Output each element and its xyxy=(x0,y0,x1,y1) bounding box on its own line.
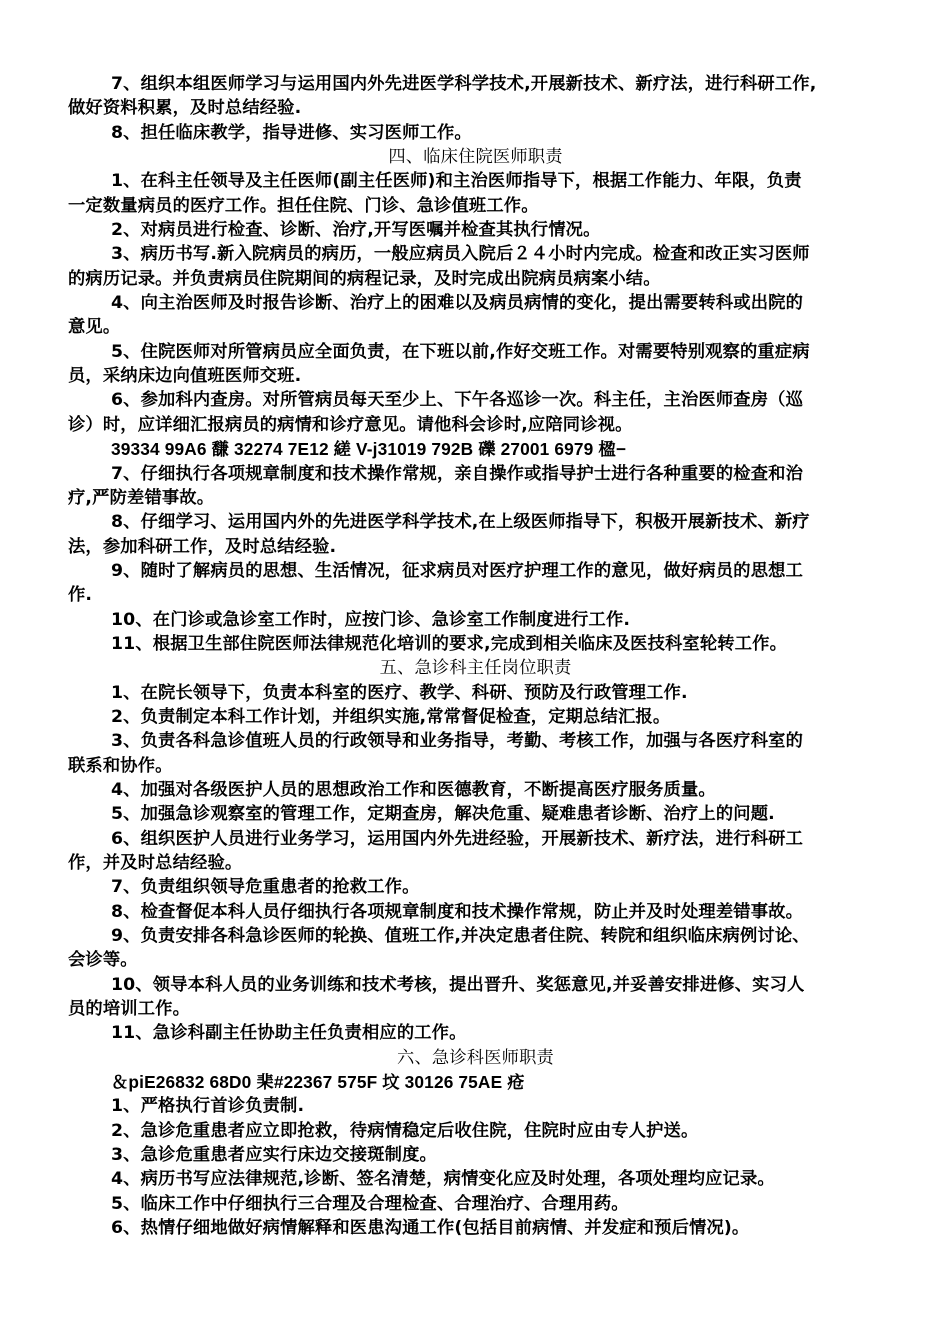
paragraph-line: 3、急诊危重患者应实行床边交接斑制度。 xyxy=(111,1145,437,1166)
paragraph-line: 6、热情仔细地做好病情解释和医患沟通工作(包括目前病情、并发症和预后情况)。 xyxy=(111,1218,750,1239)
paragraph-line: 2、急诊危重患者应立即抢救，待病情稳定后收住院，住院时应由专人护送。 xyxy=(111,1120,699,1141)
paragraph-line: 联系和协作。 xyxy=(68,755,173,776)
paragraph-line: 5、住院医师对所管病员应全面负责，在下班以前,作好交班工作。对需要特别观察的重症病 xyxy=(111,341,810,362)
paragraph-line: 4、加强对各级医护人员的思想政治工作和医德教育，不断提高医疗服务质量。 xyxy=(111,779,716,800)
paragraph-line: 2、负责制定本科工作计划，并组织实施,常常督促检查，定期总结汇报。 xyxy=(111,706,671,727)
paragraph-line: 7、仔细执行各项规章制度和技术操作常规，亲自操作或指导护士进行各种重要的检查和治 xyxy=(111,463,803,484)
paragraph-line: 9、负责安排各科急诊医师的轮换、值班工作,并决定患者住院、转院和组织临床病例讨论、 xyxy=(111,926,810,947)
paragraph-line: 员的培训工作。 xyxy=(68,999,191,1020)
garbled-line: ＆piE26832 68D0 棐#22367 575F 坟 30126 75AE 疮 xyxy=(111,1072,525,1093)
paragraph-line: 4、向主治医师及时报告诊断、治疗上的困难以及病员病情的变化，提出需要转科或出院的 xyxy=(111,293,803,314)
paragraph-line: 9、随时了解病员的思想、生活情况，征求病员对医疗护理工作的意见，做好病员的思想工 xyxy=(111,560,803,581)
paragraph-line: 员，采纳床边向值班医师交班. xyxy=(68,366,302,387)
paragraph-line: 1、在院长领导下，负责本科室的医疗、教学、科研、预防及行政管理工作. xyxy=(111,682,688,703)
paragraph-line: 7、负责组织领导危重患者的抢救工作。 xyxy=(111,877,420,898)
paragraph-line: 7、组织本组医师学习与运用国内外先进医学科学技术,开展新技术、新疗法，进行科研工作, xyxy=(111,74,817,94)
document-page xyxy=(68,72,883,1241)
paragraph-line: 10、在门诊或急诊室工作时，应按门诊、急诊室工作制度进行工作. xyxy=(111,609,631,630)
paragraph-line: 6、组织医护人员进行业务学习，运用国内外先进经验，开展新技术、新疗法，进行科研工 xyxy=(111,828,803,849)
paragraph-line: 会诊等。 xyxy=(68,950,138,971)
paragraph-line: 5、加强急诊观察室的管理工作，定期查房，解决危重、疑难患者诊断、治疗上的问题. xyxy=(111,804,775,825)
paragraph-line: 4、病历书写应法律规范,诊断、签名清楚，病情变化应及时处理，各项处理均应记录。 xyxy=(111,1169,775,1190)
paragraph-line: 6、参加科内查房。对所管病员每天至少上、下午各巡诊一次。科主任，主治医师查房（巡 xyxy=(111,390,803,411)
paragraph-line: 诊）时，应详细汇报病员的病情和诊疗意见。请他科会诊时,应陪同诊视。 xyxy=(68,414,633,435)
paragraph-line: 疗,严防差错事故。 xyxy=(68,487,215,508)
paragraph-line: 意见。 xyxy=(68,317,121,338)
paragraph-line: 1、在科主任领导及主任医师(副主任医师)和主治医师指导下，根据工作能力、年限，负责 xyxy=(111,171,802,192)
paragraph-line: 11、急诊科副主任协助主任负责相应的工作。 xyxy=(111,1023,467,1044)
garbled-line: 39334 99A6 馦 32274 7E12 縒 V-j31019 792B 礫 27001 6979 楹− xyxy=(111,439,627,460)
paragraph-line: 2、对病员进行检查、诊断、治疗,开写医嘱并检查其执行情况。 xyxy=(111,220,601,241)
paragraph-line: 8、担任临床教学，指导进修、实习医师工作。 xyxy=(111,122,472,143)
paragraph-line: 作. xyxy=(68,585,93,606)
paragraph-line: 一定数量病员的医疗工作。担任住院、门诊、急诊值班工作。 xyxy=(68,195,539,216)
section-heading: 五、急诊科主任岗位职责 xyxy=(379,658,572,679)
paragraph-line: 11、根据卫生部住院医师法律规范化培训的要求,完成到相关临床及医技科室轮转工作。 xyxy=(111,633,788,654)
section-heading: 四、临床住院医师职责 xyxy=(388,147,563,168)
section-heading: 六、急诊科医师职责 xyxy=(397,1047,554,1068)
paragraph-line: 法，参加科研工作，及时总结经验. xyxy=(68,536,337,557)
paragraph-line: 5、临床工作中仔细执行三合理及合理检查、合理治疗、合理用药。 xyxy=(111,1193,629,1214)
paragraph-line: 3、负责各科急诊值班人员的行政领导和业务指导，考勤、考核工作，加强与各医疗科室的 xyxy=(111,731,803,752)
paragraph-line: 1、严格执行首诊负责制. xyxy=(111,1096,305,1117)
paragraph-line: 作，并及时总结经验。 xyxy=(68,853,243,873)
paragraph-line: 8、检查督促本科人员仔细执行各项规章制度和技术操作常规，防止并及时处理差错事故。 xyxy=(111,901,803,922)
paragraph-line: 做好资料积累，及时总结经验. xyxy=(68,98,302,119)
paragraph-line: 3、病历书写.新入院病员的病历，一般应病员入院后２４小时内完成。检查和改正实习医师 xyxy=(111,244,810,265)
paragraph-line: 10、领导本科人员的业务训练和技术考核，提出晋升、奖惩意见,并妥善安排进修、实习人 xyxy=(111,974,805,995)
paragraph-line: 8、仔细学习、运用国内外的先进医学科学技术,在上级医师指导下，积极开展新技术、新疗 xyxy=(111,512,810,533)
paragraph-line: 的病历记录。并负责病员住院期间的病程记录，及时完成出院病员病案小结。 xyxy=(68,268,661,289)
